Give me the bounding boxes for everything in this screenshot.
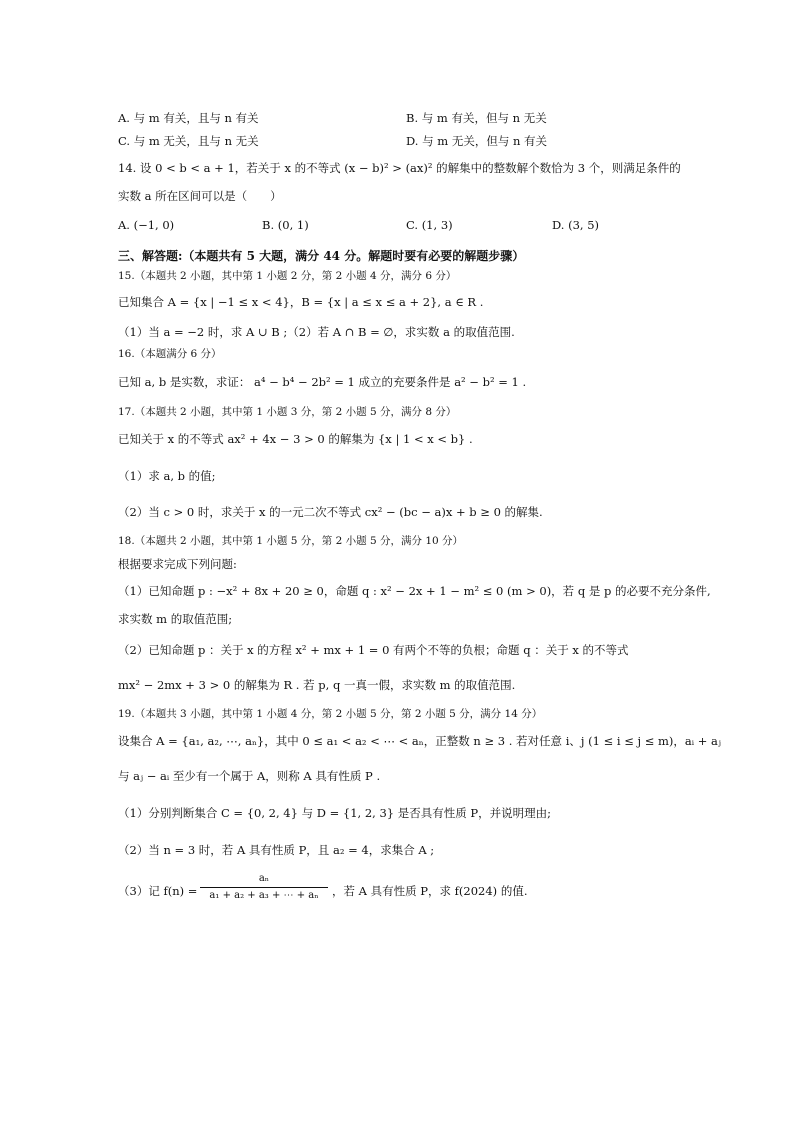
fraction-bar: [200, 887, 328, 888]
q14-option-a: A. (−1, 0): [118, 218, 175, 232]
q19-part3-fraction: [200, 873, 328, 902]
q17-part2: （2）当 c > 0 时，求关于 x 的一元二次不等式 cx² − (bc − a)x + b ≥ 0 的解集.: [118, 505, 543, 519]
q18-part2-line1: （2）已知命题 p ：关于 x 的方程 x² + mx + 1 = 0 有两个不等的负根；命题 q ：关于 x 的不等式: [118, 643, 629, 657]
q18-part1-line1: （1）已知命题 p : −x² + 8x + 20 ≥ 0，命题 q : x² − 2x + 1 − m² ≤ 0 (m > 0)，若 q 是 p 的必要不充分条件,: [118, 584, 711, 598]
q17-part1: （1）求 a, b 的值;: [118, 469, 216, 483]
q14-stem-line2: 实数 a 所在区间可以是（ ）: [118, 189, 282, 203]
q19-header: 19.（本题共 3 小题，其中第 1 小题 4 分，第 2 小题 5 分，第 2 小题 5 分，满分 14 分）: [118, 708, 543, 720]
q17-body: 已知关于 x 的不等式 ax² + 4x − 3 > 0 的解集为 {x | 1 < x < b} .: [118, 432, 473, 446]
section-3-heading: 三、解答题:（本题共有 5 大题，满分 44 分。解题时要有必要的解题步骤）: [118, 249, 525, 263]
q13-option-d: D. 与 m 无关，但与 n 有关: [406, 134, 548, 148]
q19-part3-prefix: （3）记 f(n) =: [118, 884, 198, 898]
q15-body: 已知集合 A = {x | −1 ≤ x < 4}，B = {x | a ≤ x ≤ a + 2}, a ∈ R .: [118, 295, 484, 309]
q14-option-d: D. (3, 5): [552, 218, 600, 232]
q15-parts: （1）当 a = −2 时，求 A ∪ B ;（2）若 A ∩ B = ∅，求实数 a 的取值范围.: [118, 325, 515, 339]
q14-option-c: C. (1, 3): [406, 218, 453, 232]
q19-body-line2: 与 aⱼ − aᵢ 至少有一个属于 A，则称 A 具有性质 P .: [118, 769, 381, 783]
q19-part1: （1）分别判断集合 C = {0, 2, 4} 与 D = {1, 2, 3} 是否具有性质 P，并说明理由;: [118, 806, 552, 820]
q19-part2: （2）当 n = 3 时，若 A 具有性质 P，且 a₂ = 4，求集合 A ;: [118, 843, 435, 857]
q15-header: 15.（本题共 2 小题，其中第 1 小题 2 分，第 2 小题 4 分，满分 6 分）: [118, 270, 457, 282]
q19-part3-suffix: ，若 A 具有性质 P，求 f(2024) 的值.: [332, 884, 528, 898]
q17-header: 17.（本题共 2 小题，其中第 1 小题 3 分，第 2 小题 5 分，满分 8 分）: [118, 406, 457, 418]
q19-body-line1: 设集合 A = {a₁, a₂, ⋯, aₙ}，其中 0 ≤ a₁ < a₂ < ⋯ < aₙ，正整数 n ≥ 3 . 若对任意 i、j (1 ≤ i ≤ j ≤ m)，aᵢ + aⱼ: [118, 734, 721, 748]
q14-option-b: B. (0, 1): [262, 218, 309, 232]
q13-option-c: C. 与 m 无关，且与 n 无关: [118, 134, 259, 148]
q18-part1-line2: 求实数 m 的取值范围;: [118, 612, 233, 626]
q16-body: 已知 a, b 是实数，求证： a⁴ − b⁴ − 2b² = 1 成立的充要条件是 a² − b² = 1 .: [118, 375, 527, 389]
q18-header: 18.（本题共 2 小题，其中第 1 小题 5 分，第 2 小题 5 分，满分 10 分）: [118, 535, 464, 547]
q18-part2-line2: mx² − 2mx + 3 > 0 的解集为 R . 若 p, q 一真一假，求实数 m 的取值范围.: [118, 678, 516, 692]
q16-header: 16.（本题满分 6 分）: [118, 348, 222, 360]
q14-stem-line1: 14. 设 0 < b < a + 1，若关于 x 的不等式 (x − b)² > (ax)² 的解集中的整数解个数恰为 3 个，则满足条件的: [118, 161, 681, 175]
q18-intro: 根据要求完成下列问题:: [118, 557, 237, 571]
q19-part3-numerator: aₙ: [258, 873, 270, 884]
q19-part3-denominator: a₁ + a₂ + a₃ + ⋯ + aₙ: [209, 890, 319, 901]
q13-option-b: B. 与 m 有关，但与 n 无关: [406, 111, 547, 125]
q13-option-a: A. 与 m 有关，且与 n 有关: [118, 111, 259, 125]
